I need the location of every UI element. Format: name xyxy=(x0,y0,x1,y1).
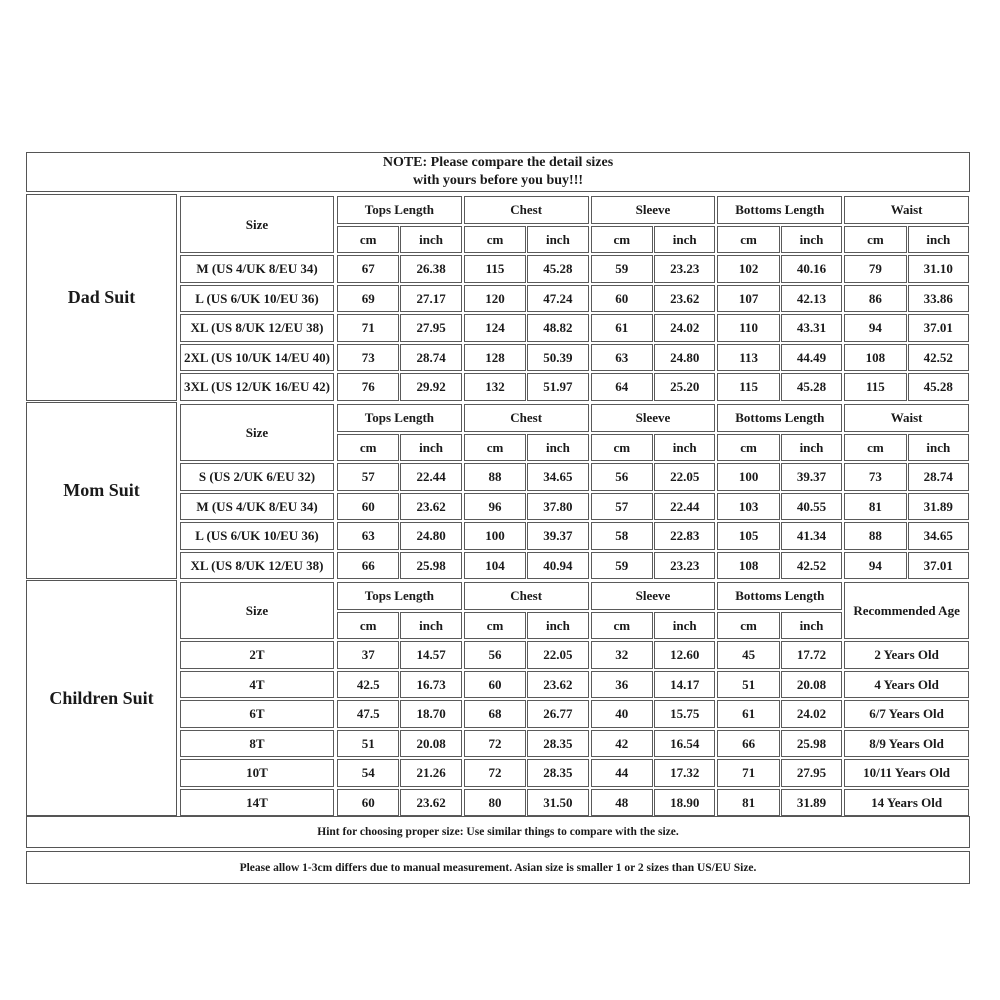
value-inch: 17.72 xyxy=(781,641,842,669)
value-cm: 88 xyxy=(844,522,906,550)
size-label: 2XL (US 10/UK 14/EU 40) xyxy=(180,344,334,372)
value-inch: 37.01 xyxy=(908,314,969,342)
column-group-header: Waist xyxy=(844,196,969,224)
value-inch: 20.08 xyxy=(400,730,461,758)
size-label: M (US 4/UK 8/EU 34) xyxy=(180,255,334,283)
unit-inch-header: inch xyxy=(781,612,842,640)
disclaimer-text: Please allow 1-3cm differs due to manual measurement. Asian size is smaller 1 or 2 sizes than US/EU Size. xyxy=(239,861,757,874)
age-value: 6/7 Years Old xyxy=(844,700,969,728)
size-label: 14T xyxy=(180,789,334,817)
value-inch: 23.62 xyxy=(654,285,715,313)
size-chart xyxy=(26,152,970,884)
value-cm: 102 xyxy=(717,255,779,283)
size-label: XL (US 8/UK 12/EU 38) xyxy=(180,314,334,342)
section-label: Children Suit xyxy=(49,687,154,708)
unit-cm-header: cm xyxy=(464,612,526,640)
value-cm: 69 xyxy=(337,285,399,313)
value-cm: 72 xyxy=(464,759,526,787)
value-cm: 56 xyxy=(464,641,526,669)
value-inch: 24.02 xyxy=(654,314,715,342)
unit-cm-header: cm xyxy=(591,226,653,254)
value-cm: 72 xyxy=(464,730,526,758)
value-inch: 51.97 xyxy=(527,373,588,401)
value-inch: 15.75 xyxy=(654,700,715,728)
size-header: Size xyxy=(180,404,334,461)
value-inch: 23.23 xyxy=(654,255,715,283)
value-inch: 18.90 xyxy=(654,789,715,817)
value-inch: 21.26 xyxy=(400,759,461,787)
value-inch: 40.55 xyxy=(781,493,842,521)
value-inch: 37.80 xyxy=(527,493,588,521)
value-cm: 54 xyxy=(337,759,399,787)
note-line-2: with yours before you buy!!! xyxy=(412,173,584,188)
unit-cm-header: cm xyxy=(844,434,906,462)
value-inch: 50.39 xyxy=(527,344,588,372)
size-label: 3XL (US 12/UK 16/EU 42) xyxy=(180,373,334,401)
value-inch: 14.17 xyxy=(654,671,715,699)
age-value: 10/11 Years Old xyxy=(844,759,969,787)
age-value: 8/9 Years Old xyxy=(844,730,969,758)
value-inch: 28.74 xyxy=(908,463,969,491)
unit-inch-header: inch xyxy=(400,612,461,640)
value-cm: 107 xyxy=(717,285,779,313)
value-inch: 34.65 xyxy=(908,522,969,550)
value-cm: 113 xyxy=(717,344,779,372)
value-inch: 42.52 xyxy=(908,344,969,372)
unit-inch-header: inch xyxy=(527,612,588,640)
value-inch: 28.74 xyxy=(400,344,461,372)
size-label: M (US 4/UK 8/EU 34) xyxy=(180,493,334,521)
unit-cm-header: cm xyxy=(591,612,653,640)
value-inch: 40.16 xyxy=(781,255,842,283)
value-cm: 73 xyxy=(337,344,399,372)
value-inch: 27.17 xyxy=(400,285,461,313)
value-cm: 40 xyxy=(591,700,653,728)
value-inch: 39.37 xyxy=(527,522,588,550)
value-cm: 32 xyxy=(591,641,653,669)
size-header: Size xyxy=(180,196,334,253)
size-label: 6T xyxy=(180,700,334,728)
value-inch: 29.92 xyxy=(400,373,461,401)
value-cm: 64 xyxy=(591,373,653,401)
note-line-1: NOTE: Please compare the detail sizes xyxy=(382,155,614,170)
unit-inch-header: inch xyxy=(400,434,461,462)
value-inch: 43.31 xyxy=(781,314,842,342)
unit-cm-header: cm xyxy=(717,434,779,462)
value-cm: 104 xyxy=(464,552,526,580)
value-cm: 124 xyxy=(464,314,526,342)
value-inch: 16.54 xyxy=(654,730,715,758)
value-cm: 36 xyxy=(591,671,653,699)
value-cm: 37 xyxy=(337,641,399,669)
column-group-header: Sleeve xyxy=(591,196,716,224)
value-inch: 26.38 xyxy=(400,255,461,283)
value-cm: 115 xyxy=(717,373,779,401)
unit-cm-header: cm xyxy=(464,434,526,462)
column-header: Recommended Age xyxy=(844,582,969,639)
value-inch: 22.05 xyxy=(527,641,588,669)
value-cm: 45 xyxy=(717,641,779,669)
value-inch: 24.80 xyxy=(400,522,461,550)
value-cm: 63 xyxy=(591,344,653,372)
column-group-header: Chest xyxy=(464,582,589,610)
hint-row xyxy=(26,816,970,848)
value-cm: 48 xyxy=(591,789,653,817)
value-inch: 48.82 xyxy=(527,314,588,342)
unit-inch-header: inch xyxy=(527,434,588,462)
value-cm: 42.5 xyxy=(337,671,399,699)
column-group-header: Chest xyxy=(464,196,589,224)
value-inch: 12.60 xyxy=(654,641,715,669)
value-cm: 66 xyxy=(337,552,399,580)
unit-inch-header: inch xyxy=(908,226,969,254)
column-group-header: Chest xyxy=(464,404,589,432)
unit-inch-header: inch xyxy=(654,612,715,640)
value-cm: 79 xyxy=(844,255,906,283)
value-cm: 44 xyxy=(591,759,653,787)
value-cm: 71 xyxy=(717,759,779,787)
value-cm: 47.5 xyxy=(337,700,399,728)
age-value: 14 Years Old xyxy=(844,789,969,817)
unit-cm-header: cm xyxy=(717,226,779,254)
value-inch: 31.10 xyxy=(908,255,969,283)
value-cm: 71 xyxy=(337,314,399,342)
value-cm: 120 xyxy=(464,285,526,313)
size-label: XL (US 8/UK 12/EU 38) xyxy=(180,552,334,580)
value-cm: 60 xyxy=(337,493,399,521)
unit-inch-header: inch xyxy=(781,434,842,462)
value-cm: 61 xyxy=(591,314,653,342)
column-group-header: Bottoms Length xyxy=(717,196,842,224)
value-cm: 57 xyxy=(337,463,399,491)
unit-inch-header: inch xyxy=(781,226,842,254)
value-cm: 105 xyxy=(717,522,779,550)
column-group-header: Bottoms Length xyxy=(717,582,842,610)
value-cm: 132 xyxy=(464,373,526,401)
value-inch: 45.28 xyxy=(908,373,969,401)
value-inch: 39.37 xyxy=(781,463,842,491)
value-cm: 73 xyxy=(844,463,906,491)
size-label: 10T xyxy=(180,759,334,787)
value-cm: 81 xyxy=(844,493,906,521)
column-group-header: Sleeve xyxy=(591,582,716,610)
value-cm: 115 xyxy=(844,373,906,401)
size-label: 2T xyxy=(180,641,334,669)
size-label: L (US 6/UK 10/EU 36) xyxy=(180,522,334,550)
unit-inch-header: inch xyxy=(400,226,461,254)
value-inch: 31.50 xyxy=(527,789,588,817)
value-inch: 23.62 xyxy=(400,789,461,817)
value-cm: 103 xyxy=(717,493,779,521)
value-inch: 22.05 xyxy=(654,463,715,491)
value-inch: 26.77 xyxy=(527,700,588,728)
value-cm: 60 xyxy=(591,285,653,313)
value-inch: 16.73 xyxy=(400,671,461,699)
value-cm: 67 xyxy=(337,255,399,283)
value-inch: 20.08 xyxy=(781,671,842,699)
value-cm: 63 xyxy=(337,522,399,550)
age-value: 2 Years Old xyxy=(844,641,969,669)
column-group-header: Bottoms Length xyxy=(717,404,842,432)
value-inch: 22.44 xyxy=(654,493,715,521)
value-cm: 86 xyxy=(844,285,906,313)
value-cm: 108 xyxy=(717,552,779,580)
size-header: Size xyxy=(180,582,334,639)
value-cm: 60 xyxy=(464,671,526,699)
value-cm: 61 xyxy=(717,700,779,728)
value-cm: 57 xyxy=(591,493,653,521)
value-inch: 28.35 xyxy=(527,759,588,787)
value-cm: 81 xyxy=(717,789,779,817)
value-inch: 40.94 xyxy=(527,552,588,580)
value-inch: 34.65 xyxy=(527,463,588,491)
unit-inch-header: inch xyxy=(908,434,969,462)
section-label: Mom Suit xyxy=(63,480,140,500)
size-label: S (US 2/UK 6/EU 32) xyxy=(180,463,334,491)
value-cm: 51 xyxy=(717,671,779,699)
value-inch: 17.32 xyxy=(654,759,715,787)
value-cm: 56 xyxy=(591,463,653,491)
unit-inch-header: inch xyxy=(654,226,715,254)
value-cm: 76 xyxy=(337,373,399,401)
value-inch: 24.80 xyxy=(654,344,715,372)
size-label: 4T xyxy=(180,671,334,699)
value-inch: 41.34 xyxy=(781,522,842,550)
size-label: 8T xyxy=(180,730,334,758)
value-cm: 80 xyxy=(464,789,526,817)
value-cm: 68 xyxy=(464,700,526,728)
value-inch: 45.28 xyxy=(781,373,842,401)
value-inch: 47.24 xyxy=(527,285,588,313)
value-inch: 23.62 xyxy=(400,493,461,521)
value-inch: 23.62 xyxy=(527,671,588,699)
unit-cm-header: cm xyxy=(717,612,779,640)
value-cm: 128 xyxy=(464,344,526,372)
value-inch: 45.28 xyxy=(527,255,588,283)
value-inch: 25.98 xyxy=(400,552,461,580)
value-inch: 22.44 xyxy=(400,463,461,491)
value-inch: 25.20 xyxy=(654,373,715,401)
disclaimer-row xyxy=(26,851,970,884)
value-cm: 94 xyxy=(844,552,906,580)
value-cm: 59 xyxy=(591,255,653,283)
value-cm: 94 xyxy=(844,314,906,342)
value-inch: 44.49 xyxy=(781,344,842,372)
value-cm: 58 xyxy=(591,522,653,550)
section-label: Dad Suit xyxy=(67,286,136,307)
note-banner xyxy=(26,152,970,192)
value-inch: 27.95 xyxy=(781,759,842,787)
value-cm: 100 xyxy=(717,463,779,491)
value-cm: 42 xyxy=(591,730,653,758)
unit-cm-header: cm xyxy=(591,434,653,462)
value-inch: 14.57 xyxy=(400,641,461,669)
column-group-header: Tops Length xyxy=(337,404,462,432)
value-cm: 60 xyxy=(337,789,399,817)
value-inch: 22.83 xyxy=(654,522,715,550)
value-cm: 66 xyxy=(717,730,779,758)
unit-cm-header: cm xyxy=(337,612,399,640)
unit-inch-header: inch xyxy=(527,226,588,254)
value-inch: 37.01 xyxy=(908,552,969,580)
column-group-header: Sleeve xyxy=(591,404,716,432)
column-group-header: Waist xyxy=(844,404,969,432)
unit-cm-header: cm xyxy=(337,226,399,254)
unit-cm-header: cm xyxy=(464,226,526,254)
unit-cm-header: cm xyxy=(337,434,399,462)
value-cm: 108 xyxy=(844,344,906,372)
value-cm: 100 xyxy=(464,522,526,550)
value-inch: 28.35 xyxy=(527,730,588,758)
value-cm: 115 xyxy=(464,255,526,283)
value-inch: 23.23 xyxy=(654,552,715,580)
value-cm: 88 xyxy=(464,463,526,491)
value-cm: 59 xyxy=(591,552,653,580)
column-group-header: Tops Length xyxy=(337,582,462,610)
size-label: L (US 6/UK 10/EU 36) xyxy=(180,285,334,313)
unit-inch-header: inch xyxy=(654,434,715,462)
value-inch: 31.89 xyxy=(781,789,842,817)
value-cm: 96 xyxy=(464,493,526,521)
value-inch: 33.86 xyxy=(908,285,969,313)
value-inch: 42.13 xyxy=(781,285,842,313)
hint-text: Hint for choosing proper size: Use similar things to compare with the size. xyxy=(317,826,679,838)
value-cm: 110 xyxy=(717,314,779,342)
value-inch: 27.95 xyxy=(400,314,461,342)
value-inch: 31.89 xyxy=(908,493,969,521)
value-inch: 25.98 xyxy=(781,730,842,758)
value-inch: 24.02 xyxy=(781,700,842,728)
value-cm: 51 xyxy=(337,730,399,758)
value-inch: 18.70 xyxy=(400,700,461,728)
unit-cm-header: cm xyxy=(844,226,906,254)
value-inch: 42.52 xyxy=(781,552,842,580)
column-group-header: Tops Length xyxy=(337,196,462,224)
age-value: 4 Years Old xyxy=(844,671,969,699)
